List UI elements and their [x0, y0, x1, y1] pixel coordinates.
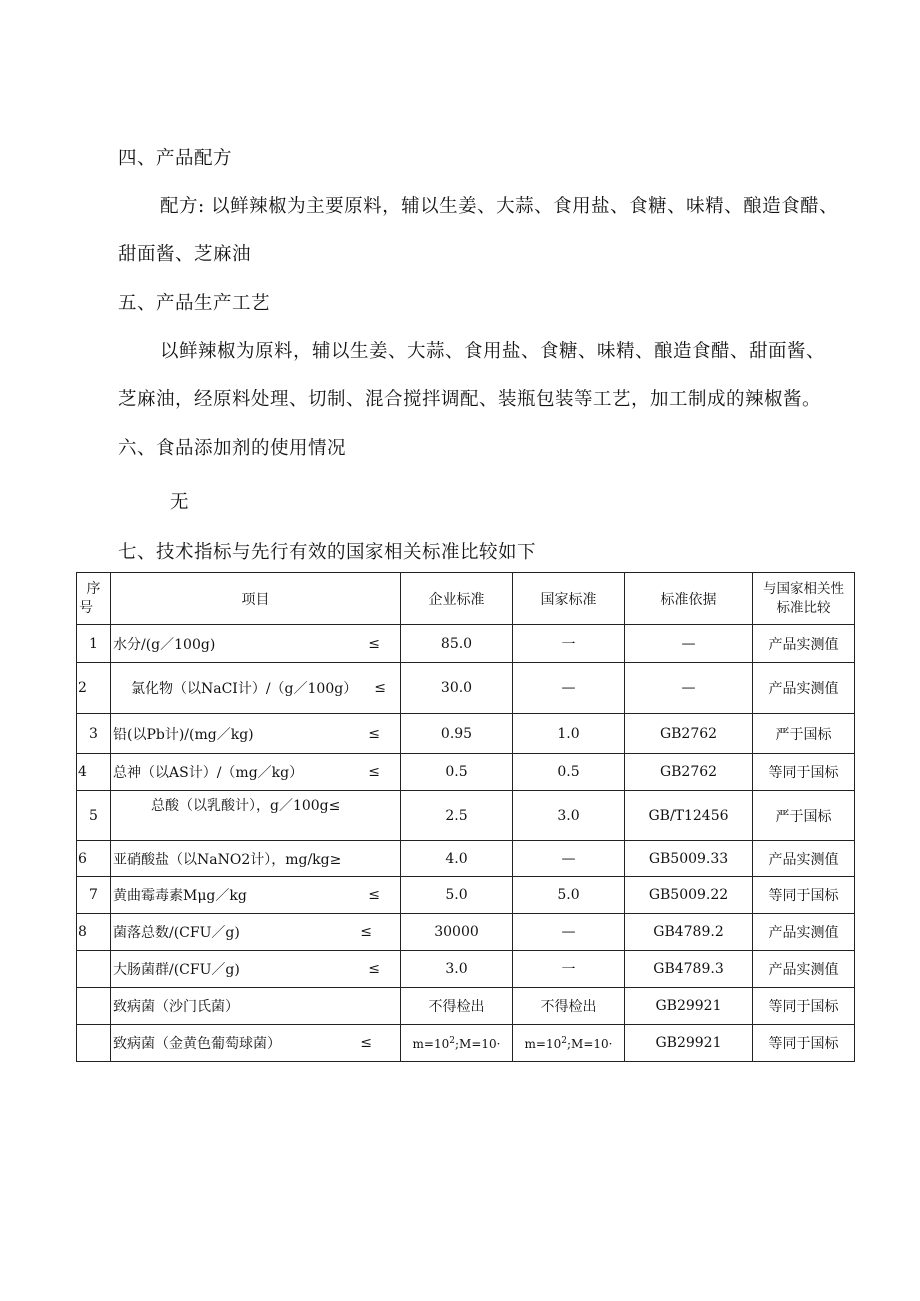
table-cell: 8 — [77, 914, 111, 951]
table-cell: 致病菌（沙门氏菌） — [111, 988, 401, 1025]
table-cell: $m=10^2;M=10\cdot$ — [401, 1025, 513, 1062]
header-relation: 与国家相关性 标准比较 — [753, 573, 855, 625]
table-cell: 产品实测值 — [753, 951, 855, 988]
section-7-title: 七、技术指标与先行有效的国家相关标准比较如下 — [118, 542, 537, 563]
table-cell: 4 — [77, 754, 111, 791]
table-cell: 大肠菌群/(CFU／g) ≤ — [111, 951, 401, 988]
table-header-row — [77, 573, 855, 625]
table-cell — [77, 988, 111, 1025]
table-cell: 6 — [77, 841, 111, 877]
table-cell: 等同于国标 — [753, 754, 855, 791]
table-cell: 3.0 — [513, 791, 625, 841]
table-cell: 3 — [77, 714, 111, 754]
table-row — [77, 625, 855, 663]
section-5-title: 五、产品生产工艺 — [118, 293, 271, 314]
table-cell: 亚硝酸盐（以NaNO2计），mg/kg≥ — [111, 841, 401, 877]
table-cell: 水分/(g／100g) ≤ — [111, 625, 401, 663]
table-cell: 一 — [513, 625, 625, 663]
table-cell: 7 — [77, 877, 111, 914]
table-cell: 菌落总数/(CFU／g) ≤ — [111, 914, 401, 951]
table-cell: — — [625, 663, 753, 714]
table-cell: — — [513, 841, 625, 877]
table-cell — [77, 1025, 111, 1062]
table-cell: GB5009.33 — [625, 841, 753, 877]
table-cell: 4.0 — [401, 841, 513, 877]
table-cell: 3.0 — [401, 951, 513, 988]
table-cell: 产品实测值 — [753, 914, 855, 951]
table-cell: GB2762 — [625, 714, 753, 754]
table-cell: 2 — [77, 663, 111, 714]
table-cell: 产品实测值 — [753, 841, 855, 877]
table-cell: GB29921 — [625, 1025, 753, 1062]
table-cell: — — [513, 663, 625, 714]
table-row — [77, 914, 855, 951]
table-row — [77, 988, 855, 1025]
table-cell: 85.0 — [401, 625, 513, 663]
table-row — [77, 791, 855, 841]
header-seq: 序 号 — [77, 573, 111, 625]
table-cell: 5.0 — [513, 877, 625, 914]
section-5-body-line-2: 芝麻油，经原料处理、切制、混合搅拌调配、装瓶包装等工艺，加工制成的辣椒酱。 — [118, 389, 822, 410]
table-cell: 严于国标 — [753, 714, 855, 754]
table-row — [77, 877, 855, 914]
table-cell: — — [513, 914, 625, 951]
table-cell: 5.0 — [401, 877, 513, 914]
section-5-body-line-1: 以鲜辣椒为原料，辅以生姜、大蒜、食用盐、食糖、味精、酿造食醋、甜面酱、 — [160, 341, 826, 362]
table-cell: 0.5 — [401, 754, 513, 791]
table-cell: 5 — [77, 791, 111, 841]
table-cell: 等同于国标 — [753, 877, 855, 914]
table-cell: 2.5 — [401, 791, 513, 841]
table-cell: 严于国标 — [753, 791, 855, 841]
table-cell: GB5009.22 — [625, 877, 753, 914]
section-4-body-line-2: 甜面酱、芝麻油 — [118, 244, 252, 265]
table-cell: 不得检出 — [401, 988, 513, 1025]
table-row — [77, 1025, 855, 1062]
table-cell: 不得检出 — [513, 988, 625, 1025]
table-cell — [77, 951, 111, 988]
header-national: 国家标准 — [513, 573, 625, 625]
table-cell: 一 — [513, 951, 625, 988]
header-enterprise: 企业标准 — [401, 573, 513, 625]
section-4-title: 四、产品配方 — [118, 148, 233, 169]
table-cell: 黄曲霉毒素Mμg／kg ≤ — [111, 877, 401, 914]
table-cell: GB/T12456 — [625, 791, 753, 841]
table-cell: 等同于国标 — [753, 988, 855, 1025]
table-cell: — — [625, 625, 753, 663]
section-6-body: 无 — [170, 492, 190, 513]
table-cell: 总神（以AS计）/（mg／kg） ≤ — [111, 754, 401, 791]
table-cell: 致病菌（金黄色葡萄球菌） ≤ — [111, 1025, 401, 1062]
table-cell: $m=10^2;M=10\cdot$ — [513, 1025, 625, 1062]
table-cell: 0.95 — [401, 714, 513, 754]
table-cell: 总酸（以乳酸计），g／100g≤ — [111, 791, 401, 841]
table-cell: 铅(以Pb计)/(mg／kg) ≤ — [111, 714, 401, 754]
header-item: 项目 — [111, 573, 401, 625]
table-cell: GB4789.3 — [625, 951, 753, 988]
table-cell: 1 — [77, 625, 111, 663]
table-cell: 0.5 — [513, 754, 625, 791]
table-cell: 30.0 — [401, 663, 513, 714]
table-cell: 产品实测值 — [753, 625, 855, 663]
table-row — [77, 841, 855, 877]
header-basis: 标准依据 — [625, 573, 753, 625]
table-cell: GB29921 — [625, 988, 753, 1025]
table-row — [77, 714, 855, 754]
table-row — [77, 754, 855, 791]
table-cell: 1.0 — [513, 714, 625, 754]
section-6-title: 六、食品添加剂的使用情况 — [118, 438, 347, 459]
table-cell: 等同于国标 — [753, 1025, 855, 1062]
table-cell: 产品实测值 — [753, 663, 855, 714]
table-cell: 30000 — [401, 914, 513, 951]
table-cell: GB2762 — [625, 754, 753, 791]
standards-comparison-table — [76, 572, 855, 1062]
table-cell: GB4789.2 — [625, 914, 753, 951]
table-row — [77, 663, 855, 714]
table-row — [77, 951, 855, 988]
table-cell: 氯化物（以NaCI计）/（g／100g） ≤ — [111, 663, 401, 714]
section-4-body-line-1: 配方: 以鲜辣椒为主要原料，辅以生姜、大蒜、食用盐、食糖、味精、酿造食醋、 — [160, 196, 839, 217]
